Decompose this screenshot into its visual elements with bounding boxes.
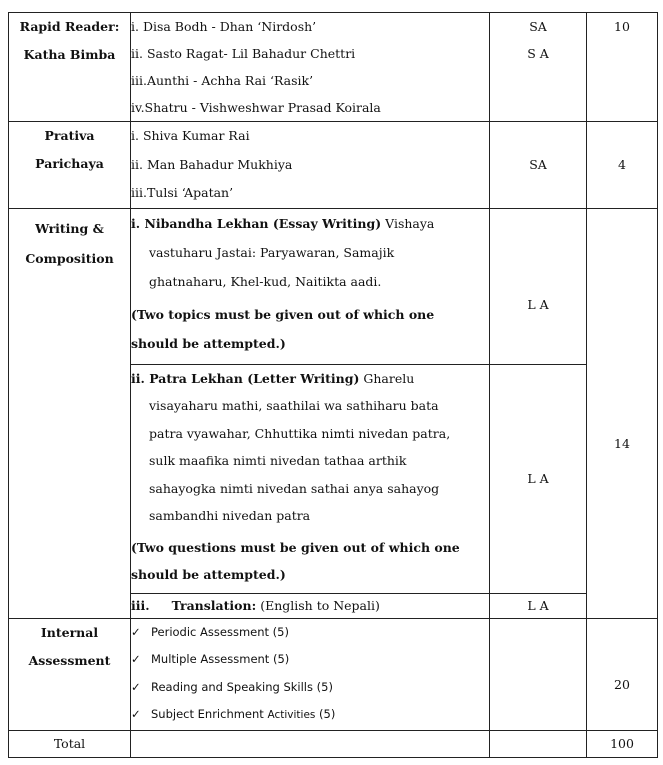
content-cell	[131, 364, 490, 593]
section-heading	[9, 208, 131, 618]
question-type: S A	[527, 46, 549, 61]
row-internal-assessment	[9, 618, 658, 730]
row-writing-essay	[9, 208, 658, 364]
essay-text: Vishaya	[381, 215, 435, 231]
list-item: ✓ Periodic Assessment (5)	[131, 619, 489, 647]
letter-text: patra vyawahar, Chhuttika nimti nivedan patra,	[149, 425, 451, 441]
heading-line: Rapid Reader:	[19, 19, 120, 34]
letter-text: sulk maafika nimti nivedan tathaa arthik	[149, 453, 407, 468]
translation-title: Translation:	[171, 597, 257, 613]
essay-note: should be attempted.)	[131, 335, 286, 351]
heading-line: Internal	[40, 624, 99, 640]
question-type-cell	[490, 364, 587, 593]
total-label-cell	[9, 730, 131, 757]
check-icon: ✓	[131, 624, 141, 639]
list-item: iii.Aunthi - Achha Rai ‘Rasik’	[131, 73, 314, 88]
section-heading	[9, 13, 131, 122]
letter-text: sambandhi nivedan patra	[149, 508, 311, 523]
list-item: ii. Man Bahadur Mukhiya	[131, 156, 293, 172]
section-heading	[9, 618, 131, 730]
letter-text: visayaharu mathi, saathilai wa sathiharu bata	[149, 398, 439, 413]
content-cell	[131, 618, 490, 730]
list-item: ✓ Multiple Assessment (5)	[131, 646, 489, 674]
question-type: SA	[529, 19, 547, 34]
letter-text: sahayogka nimti nivedan sathai anya sahayog	[149, 480, 440, 496]
question-type-cell	[490, 618, 587, 730]
marks-value: 14	[614, 435, 630, 451]
content-cell	[131, 593, 490, 618]
marks-value: 20	[614, 676, 630, 692]
letter-note: (Two questions must be given out of which one	[131, 539, 460, 555]
check-icon: ✓	[131, 679, 141, 694]
heading-line: Parichaya	[35, 156, 104, 171]
marks-cell	[587, 13, 658, 122]
marks-cell	[587, 730, 658, 757]
essay-text: ghatnaharu, Khel-kud, Naitikta aadi.	[149, 273, 382, 289]
marks-cell	[587, 208, 658, 618]
heading-line: Writing &	[35, 220, 104, 236]
marks-cell	[587, 122, 658, 209]
total-label: Total	[53, 735, 86, 751]
marks-cell	[587, 618, 658, 730]
empty-cell	[490, 730, 587, 757]
check-icon: ✓	[131, 652, 141, 666]
letter-text: Gharelu	[359, 370, 415, 386]
row-rapid-reader	[9, 13, 658, 122]
heading-line: Prativa	[44, 128, 95, 143]
content-cell	[131, 208, 490, 364]
row-prativa-parichaya	[9, 122, 658, 209]
syllabus-table	[8, 12, 658, 758]
list-item: ii. Sasto Ragat- Lil Bahadur Chettri	[131, 46, 356, 61]
total-marks: 100	[610, 735, 634, 751]
letter-note: should be attempted.)	[131, 567, 286, 582]
check-icon: ✓	[131, 707, 141, 721]
question-type-cell	[490, 208, 587, 364]
essay-title: i. Nibandha Lekhan (Essay Writing)	[131, 215, 382, 231]
question-type-cell	[490, 593, 587, 618]
question-type: L A	[527, 597, 549, 613]
heading-line: Composition	[25, 250, 114, 266]
marks-value: 10	[614, 19, 630, 34]
heading-line: Katha Bimba	[23, 47, 116, 62]
content-cell	[131, 13, 490, 122]
essay-text: vastuharu Jastai: Paryawaran, Samajik	[149, 244, 395, 260]
question-type-cell	[490, 13, 587, 122]
list-item: ✓ Reading and Speaking Skills (5)	[131, 674, 489, 702]
list-item: iv.Shatru - Vishweshwar Prasad Koirala	[131, 100, 381, 115]
section-heading	[9, 122, 131, 209]
essay-note: (Two topics must be given out of which one	[131, 306, 435, 322]
content-cell	[131, 122, 490, 209]
marks-value: 4	[618, 157, 626, 173]
list-item: iii.Tulsi ‘Apatan’	[131, 185, 234, 200]
list-item: ✓ Subject Enrichment Activities (5)	[131, 701, 489, 730]
list-item: i. Disa Bodh - Dhan ‘Nirdosh’	[131, 19, 317, 34]
heading-line: Assessment	[28, 652, 111, 668]
row-total	[9, 730, 658, 757]
question-type: L A	[527, 296, 549, 312]
translation-number: iii.	[131, 597, 150, 613]
question-type-cell	[490, 122, 587, 209]
translation-text: (English to Nepali)	[256, 597, 380, 613]
list-item: i. Shiva Kumar Rai	[131, 128, 250, 143]
question-type: SA	[529, 157, 547, 173]
letter-title: ii. Patra Lekhan (Letter Writing)	[131, 370, 360, 386]
empty-cell	[131, 730, 490, 757]
question-type: L A	[527, 471, 549, 486]
